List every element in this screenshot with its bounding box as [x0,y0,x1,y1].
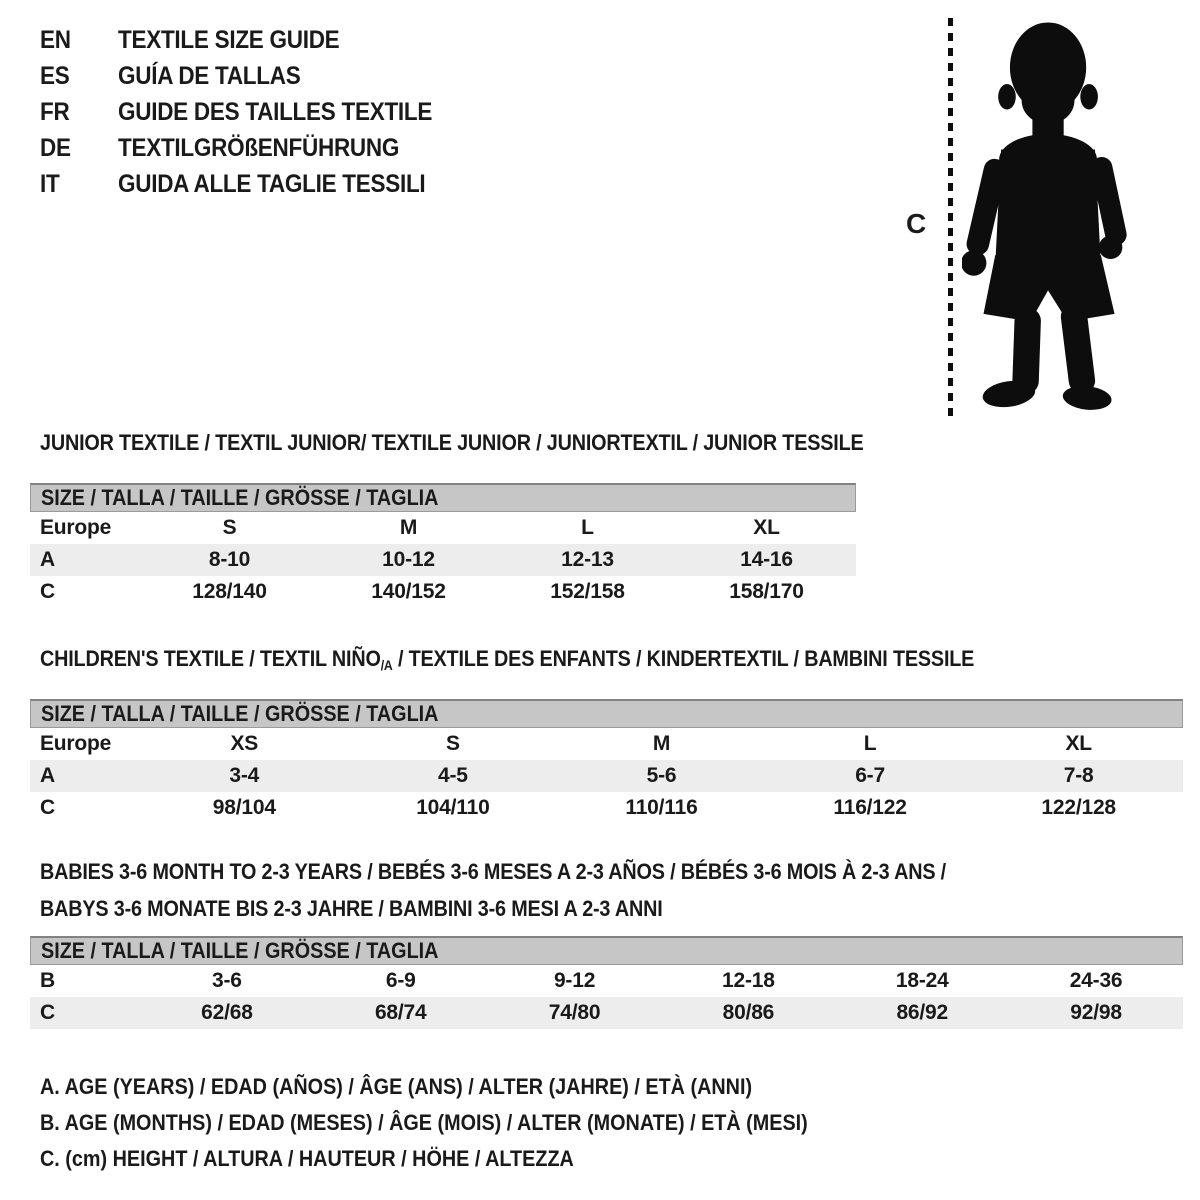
row-label: Europe [40,731,112,755]
section-heading-babies [30,853,1183,927]
row-label: C [40,1000,55,1024]
language-row [40,166,467,202]
table-cell: L [581,516,594,539]
table-row [30,544,856,576]
footnote-line: A. AGE (YEARS) / EDAD (AÑOS) / ÂGE (ANS) / ALTER (JAHRE) / ETÀ (ANNI) [40,1073,753,1099]
table-cell: 3-6 [212,968,242,992]
height-measure-line [948,18,953,416]
section-heading-line: JUNIOR TEXTILE / TEXTIL JUNIOR/ TEXTILE JUNIOR / JUNIORTEXTIL / JUNIOR TESSILE [40,430,864,455]
table-cell: 14-16 [740,548,793,571]
language-code: EN [40,25,71,54]
section-heading-junior [30,430,1183,456]
table-cell: 12-18 [722,968,775,992]
size-table-junior [30,483,856,608]
row-label: C [40,580,55,603]
language-label: TEXTILGRÖßENFÜHRUNG [118,133,400,162]
section-heading-line: CHILDREN'S TEXTILE / TEXTIL NIÑO/A / TEXTILE DES ENFANTS / KINDERTEXTIL / BAMBINI TESSILE [40,646,975,673]
table-cell: 122/128 [1041,795,1116,819]
table-cell: XL [753,516,780,539]
table-cell: 128/140 [192,580,267,603]
size-header-bar: SIZE / TALLA / TAILLE / GRÖSSE / TAGLIA [30,699,1183,728]
table-cell: M [399,516,418,539]
table-cell: XL [1065,731,1092,755]
table-cell: 7-8 [1063,763,1094,787]
language-label: GUÍA DE TALLAS [118,61,301,90]
table-row [30,512,856,544]
table-row [30,728,1183,760]
row-label: A [40,548,55,571]
table-cell: M [652,731,671,755]
language-code: FR [40,97,70,126]
language-row [40,94,467,130]
table-cell: 3-4 [229,763,260,787]
section-heading-line: BABYS 3-6 MONATE BIS 2-3 JAHRE / BAMBINI 3-6 MESI A 2-3 ANNI [40,895,663,921]
language-row [40,130,467,166]
section-babies [30,853,1183,1029]
table-cell: S [445,731,460,755]
table-cell: 152/158 [550,580,625,603]
table-row [30,760,1183,792]
language-label: GUIDA ALLE TAGLIE TESSILI [118,169,426,198]
language-label: GUIDE DES TAILLES TEXTILE [118,97,433,126]
footnote-line: C. (cm) HEIGHT / ALTURA / HAUTEUR / HÖHE / ALTEZZA [40,1145,574,1171]
table-cell: S [222,516,237,539]
table-row [30,965,1183,997]
table-cell: 104/110 [416,795,490,819]
table-cell: 140/152 [371,580,446,603]
language-code: IT [40,169,60,198]
section-heading-line: BABIES 3-6 MONTH TO 2-3 YEARS / BEBÉS 3-6 MESES A 2-3 AÑOS / BÉBÉS 3-6 MOIS À 2-3 ANS / [40,858,946,884]
language-code: DE [40,133,71,162]
table-cell: 80/86 [722,1000,775,1024]
size-sections [30,430,1183,1177]
section-junior [30,430,1183,608]
table-row [30,792,1183,824]
table-cell: 4-5 [438,763,468,787]
table-cell: 6-9 [385,968,416,992]
table-row [30,997,1183,1029]
table-row [30,576,856,608]
table-cell: 86/92 [896,1000,948,1024]
size-header-bar: SIZE / TALLA / TAILLE / GRÖSSE / TAGLIA [30,483,856,512]
table-cell: 18-24 [895,968,949,992]
size-header-bar: SIZE / TALLA / TAILLE / GRÖSSE / TAGLIA [30,936,1183,965]
row-label: Europe [40,516,112,539]
table-cell: 116/122 [833,795,907,819]
table-cell: 6-7 [855,763,885,787]
baby-silhouette-figure [962,16,1138,420]
language-row [40,58,467,94]
table-cell: XS [230,731,259,755]
section-heading-children [30,646,1183,679]
table-cell: 10-12 [382,548,435,571]
language-row [40,22,467,58]
section-children [30,646,1183,824]
language-guide [40,22,467,202]
baby-silhouette-shape [962,22,1129,412]
table-cell: L [863,731,877,755]
language-code: ES [40,61,70,90]
table-cell: 92/98 [1070,1000,1122,1024]
row-label: C [40,795,55,819]
table-cell: 98/104 [212,795,276,819]
table-cell: 9-12 [553,968,596,992]
table-cell: 5-6 [646,763,677,787]
table-cell: 74/80 [548,1000,601,1024]
language-label: TEXTILE SIZE GUIDE [118,25,340,54]
footnote-line: B. AGE (MONTHS) / EDAD (MESES) / ÂGE (MOIS) / ALTER (MONATE) / ETÀ (MESI) [40,1109,808,1135]
table-cell: 8-10 [208,548,251,571]
table-cell: 68/74 [374,1000,427,1024]
footnotes [30,1069,1183,1177]
size-table-babies [30,936,1183,1029]
table-cell: 12-13 [561,548,614,571]
size-table-children [30,699,1183,824]
row-label: A [40,763,55,787]
table-cell: 24-36 [1069,968,1123,992]
table-cell: 158/170 [729,580,804,603]
row-label: B [40,968,55,992]
table-cell: 62/68 [201,1000,253,1024]
table-cell: 110/116 [625,795,698,819]
measure-label-c: C [906,208,927,239]
